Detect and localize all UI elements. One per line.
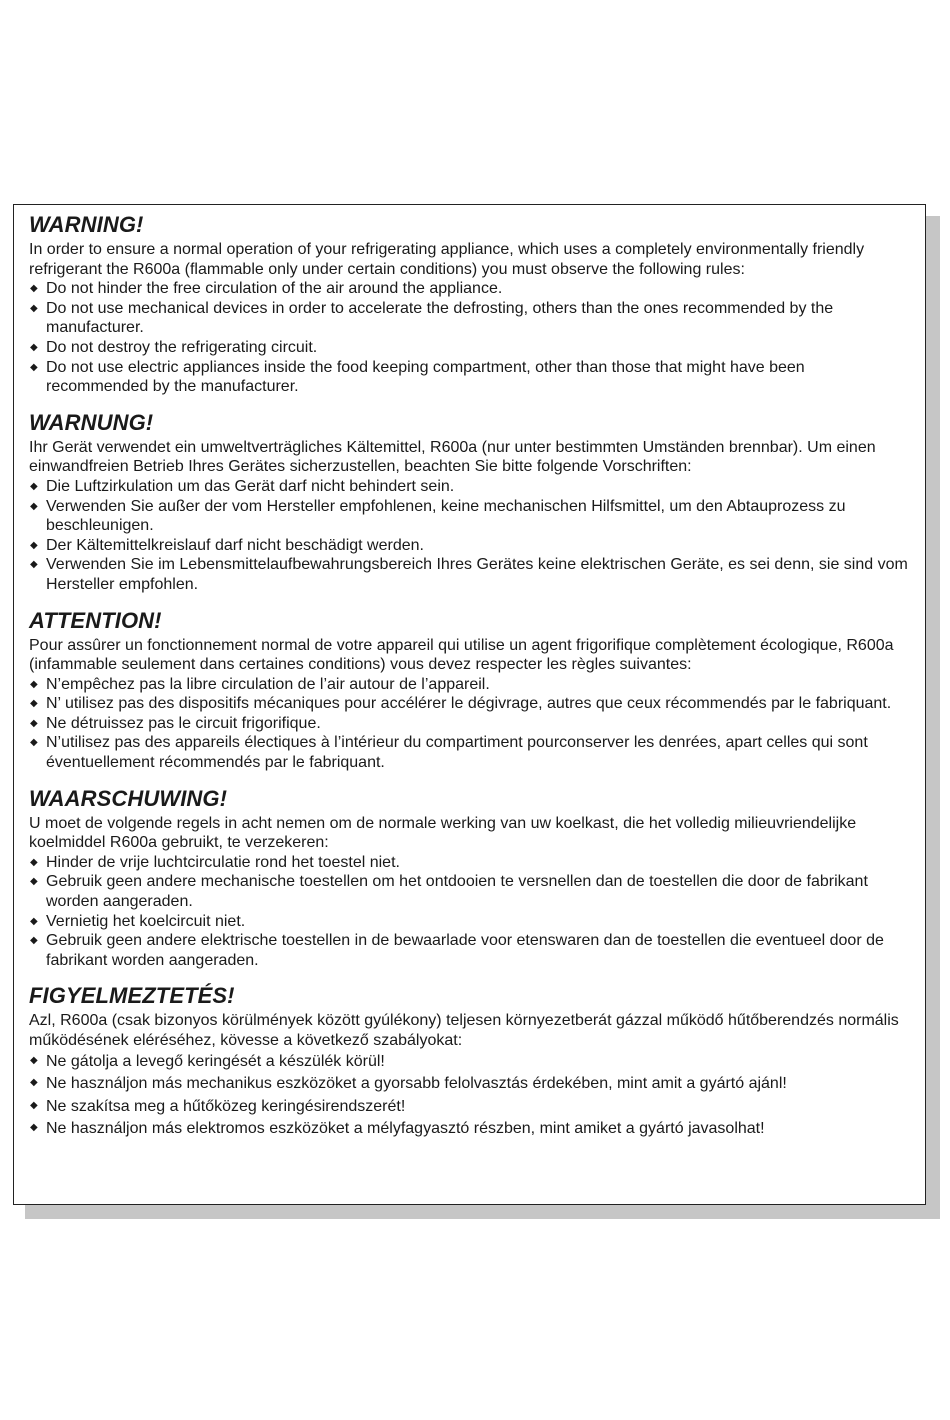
rule-list (29, 1051, 911, 1141)
diamond-bullet-icon: ◆ (30, 915, 38, 927)
section-title: ATTENTION! (29, 607, 162, 633)
list-item (29, 694, 911, 714)
list-item (29, 536, 911, 556)
list-item (29, 714, 911, 734)
diamond-bullet-icon: ◆ (30, 856, 38, 868)
list-item-text: Do not hinder the free circulation of the air around the appliance. (46, 280, 503, 298)
list-item (29, 853, 911, 873)
section-dutch (29, 785, 911, 971)
list-item (29, 555, 911, 594)
section-hungarian (29, 982, 911, 1140)
diamond-bullet-icon: ◆ (30, 361, 38, 373)
list-item-text: Gebruik geen andere elektrische toestellen in de bewaarlade voor etenswaren dan de toestellen die eventueel door de fabrikant worden aangeraden. (46, 932, 884, 969)
list-item (29, 477, 911, 497)
section-german (29, 409, 911, 595)
list-item-text: Verwenden Sie im Lebensmittelaufbewahrungsbereich Ihres Gerätes keine elektrischen Geräte, es sei denn, sie sind vom Hersteller empfohlen. (46, 556, 908, 593)
rule-list (29, 853, 911, 971)
list-item-text: Gebruik geen andere mechanische toestellen om het ontdooien te versnellen dan de toestellen die door de fabrikant worden aangeraden. (46, 873, 868, 911)
section-title: FIGYELMEZTETÉS! (29, 983, 235, 1009)
list-item-text: N’ utilisez pas des dispositifs mécaniques pour accélérer le dégivrage, autres que ceux récommendés par le fabriquant. (46, 695, 892, 713)
diamond-bullet-icon: ◆ (30, 698, 38, 710)
list-item (29, 358, 911, 397)
list-item (29, 912, 911, 932)
diamond-bullet-icon: ◆ (30, 559, 38, 571)
list-item (29, 872, 911, 911)
list-item-text: Vernietig het koelcircuit niet. (46, 912, 246, 930)
section-intro: Azl, R600a (csak bizonyos körülmények között gyúlékony) teljesen környezetberát gázzal működő hűtőberendzés normális működésének eléréséhez, kövesse a következő szabályokat: (29, 1012, 899, 1049)
diamond-bullet-icon: ◆ (30, 500, 38, 512)
rule-list (29, 279, 911, 397)
list-item-text: Do not use electric appliances inside the food keeping compartment, other than those that might have been recommended by the manufacturer. (46, 358, 805, 396)
list-item-text: Die Luftzirkulation um das Gerät darf nicht behindert sein. (46, 477, 455, 495)
diamond-bullet-icon: ◆ (30, 717, 38, 729)
list-item-text: Do not destroy the refrigerating circuit. (46, 338, 318, 356)
diamond-bullet-icon: ◆ (30, 1099, 38, 1111)
rule-list (29, 477, 911, 595)
rule-list (29, 675, 911, 773)
diamond-bullet-icon: ◆ (30, 1077, 38, 1089)
section-title: WARNUNG! (29, 409, 154, 435)
diamond-bullet-icon: ◆ (30, 1122, 38, 1134)
diamond-bullet-icon: ◆ (30, 737, 38, 749)
list-item-text: Verwenden Sie außer der vom Hersteller empfohlenen, keine mechanischen Hilfsmittel, um den Abtauprozess zu beschleunigen. (46, 497, 846, 535)
list-item (29, 1096, 911, 1119)
list-item-text: Ne használjon más mechanikus eszközöket a gyorsabb felolvasztás érdekében, mint amit a gyártó ajánl! (46, 1075, 787, 1093)
list-item-text: Ne szakítsa meg a hűtőközeg keringésirendszerét! (46, 1097, 406, 1115)
diamond-bullet-icon: ◆ (30, 283, 38, 295)
list-item (29, 1073, 911, 1096)
section-english (29, 211, 911, 397)
list-item (29, 279, 911, 299)
list-item-text: Hinder de vrije luchtcirculatie rond het toestel niet. (46, 853, 400, 871)
list-item (29, 497, 911, 536)
list-item-text: N’utilisez pas des appareils électiques à l’intérieur du compartiment pourconserver les denrées, apart celles qui sont éventuellement récommendés par le fabriquant. (46, 734, 868, 772)
section-intro: In order to ensure a normal operation of your refrigerating appliance, which uses a completely environmentally friendly refrigerant the R600a (flammable only under certain conditions) you must observe the following rules: (29, 241, 865, 278)
section-intro: Ihr Gerät verwendet ein umweltverträgliches Kältemittel, R600a (nur unter bestimmten Umständen brennbar). Um einen einwandfreien Betrieb Ihres Gerätes sicherzustellen, beachten Sie bitte folgende Vorschriften: (29, 438, 876, 476)
list-item-text: Ne használjon más elektromos eszközöket a mélyfagyasztó részben, mint amiket a gyártó javasolhat! (46, 1120, 765, 1138)
section-intro: Pour assûrer un fonctionnement normal de votre appareil qui utilise un agent frigorifique complètement écologique, R600a (infammable seulement dans certaines conditions) vous devez respecter les règles suivantes: (29, 636, 894, 674)
list-item-text: Do not use mechanical devices in order to accelerate the defrosting, others than the ones recommended by the manufacturer. (46, 299, 834, 337)
list-item (29, 675, 911, 695)
list-item (29, 299, 911, 338)
diamond-bullet-icon: ◆ (30, 935, 38, 947)
list-item-text: Ne gátolja a levegő keringését a készülék körül! (46, 1052, 385, 1070)
diamond-bullet-icon: ◆ (30, 1054, 38, 1066)
diamond-bullet-icon: ◆ (30, 480, 38, 492)
diamond-bullet-icon: ◆ (30, 539, 38, 551)
list-item (29, 338, 911, 358)
section-title: WARNING! (29, 212, 144, 237)
diamond-bullet-icon: ◆ (30, 302, 38, 314)
list-item-text: Der Kältemittelkreislauf darf nicht beschädigt werden. (46, 536, 424, 554)
list-item (29, 1051, 911, 1074)
list-item-text: N’empêchez pas la libre circulation de l’air autour de l’appareil. (46, 675, 490, 693)
list-item (29, 1118, 911, 1141)
section-title: WAARSCHUWING! (29, 785, 228, 811)
section-french (29, 607, 911, 773)
diamond-bullet-icon: ◆ (30, 678, 38, 690)
diamond-bullet-icon: ◆ (30, 341, 38, 353)
safety-warning-box (13, 204, 926, 1205)
section-intro: U moet de volgende regels in acht nemen om de normale werking van uw koelkast, die het volledig milieuvriendelijke koelmiddel R600a gebruikt, te verzekeren: (29, 814, 857, 852)
diamond-bullet-icon: ◆ (30, 876, 38, 888)
list-item (29, 931, 911, 970)
list-item (29, 733, 911, 772)
list-item-text: Ne détruissez pas le circuit frigorifique. (46, 714, 321, 732)
